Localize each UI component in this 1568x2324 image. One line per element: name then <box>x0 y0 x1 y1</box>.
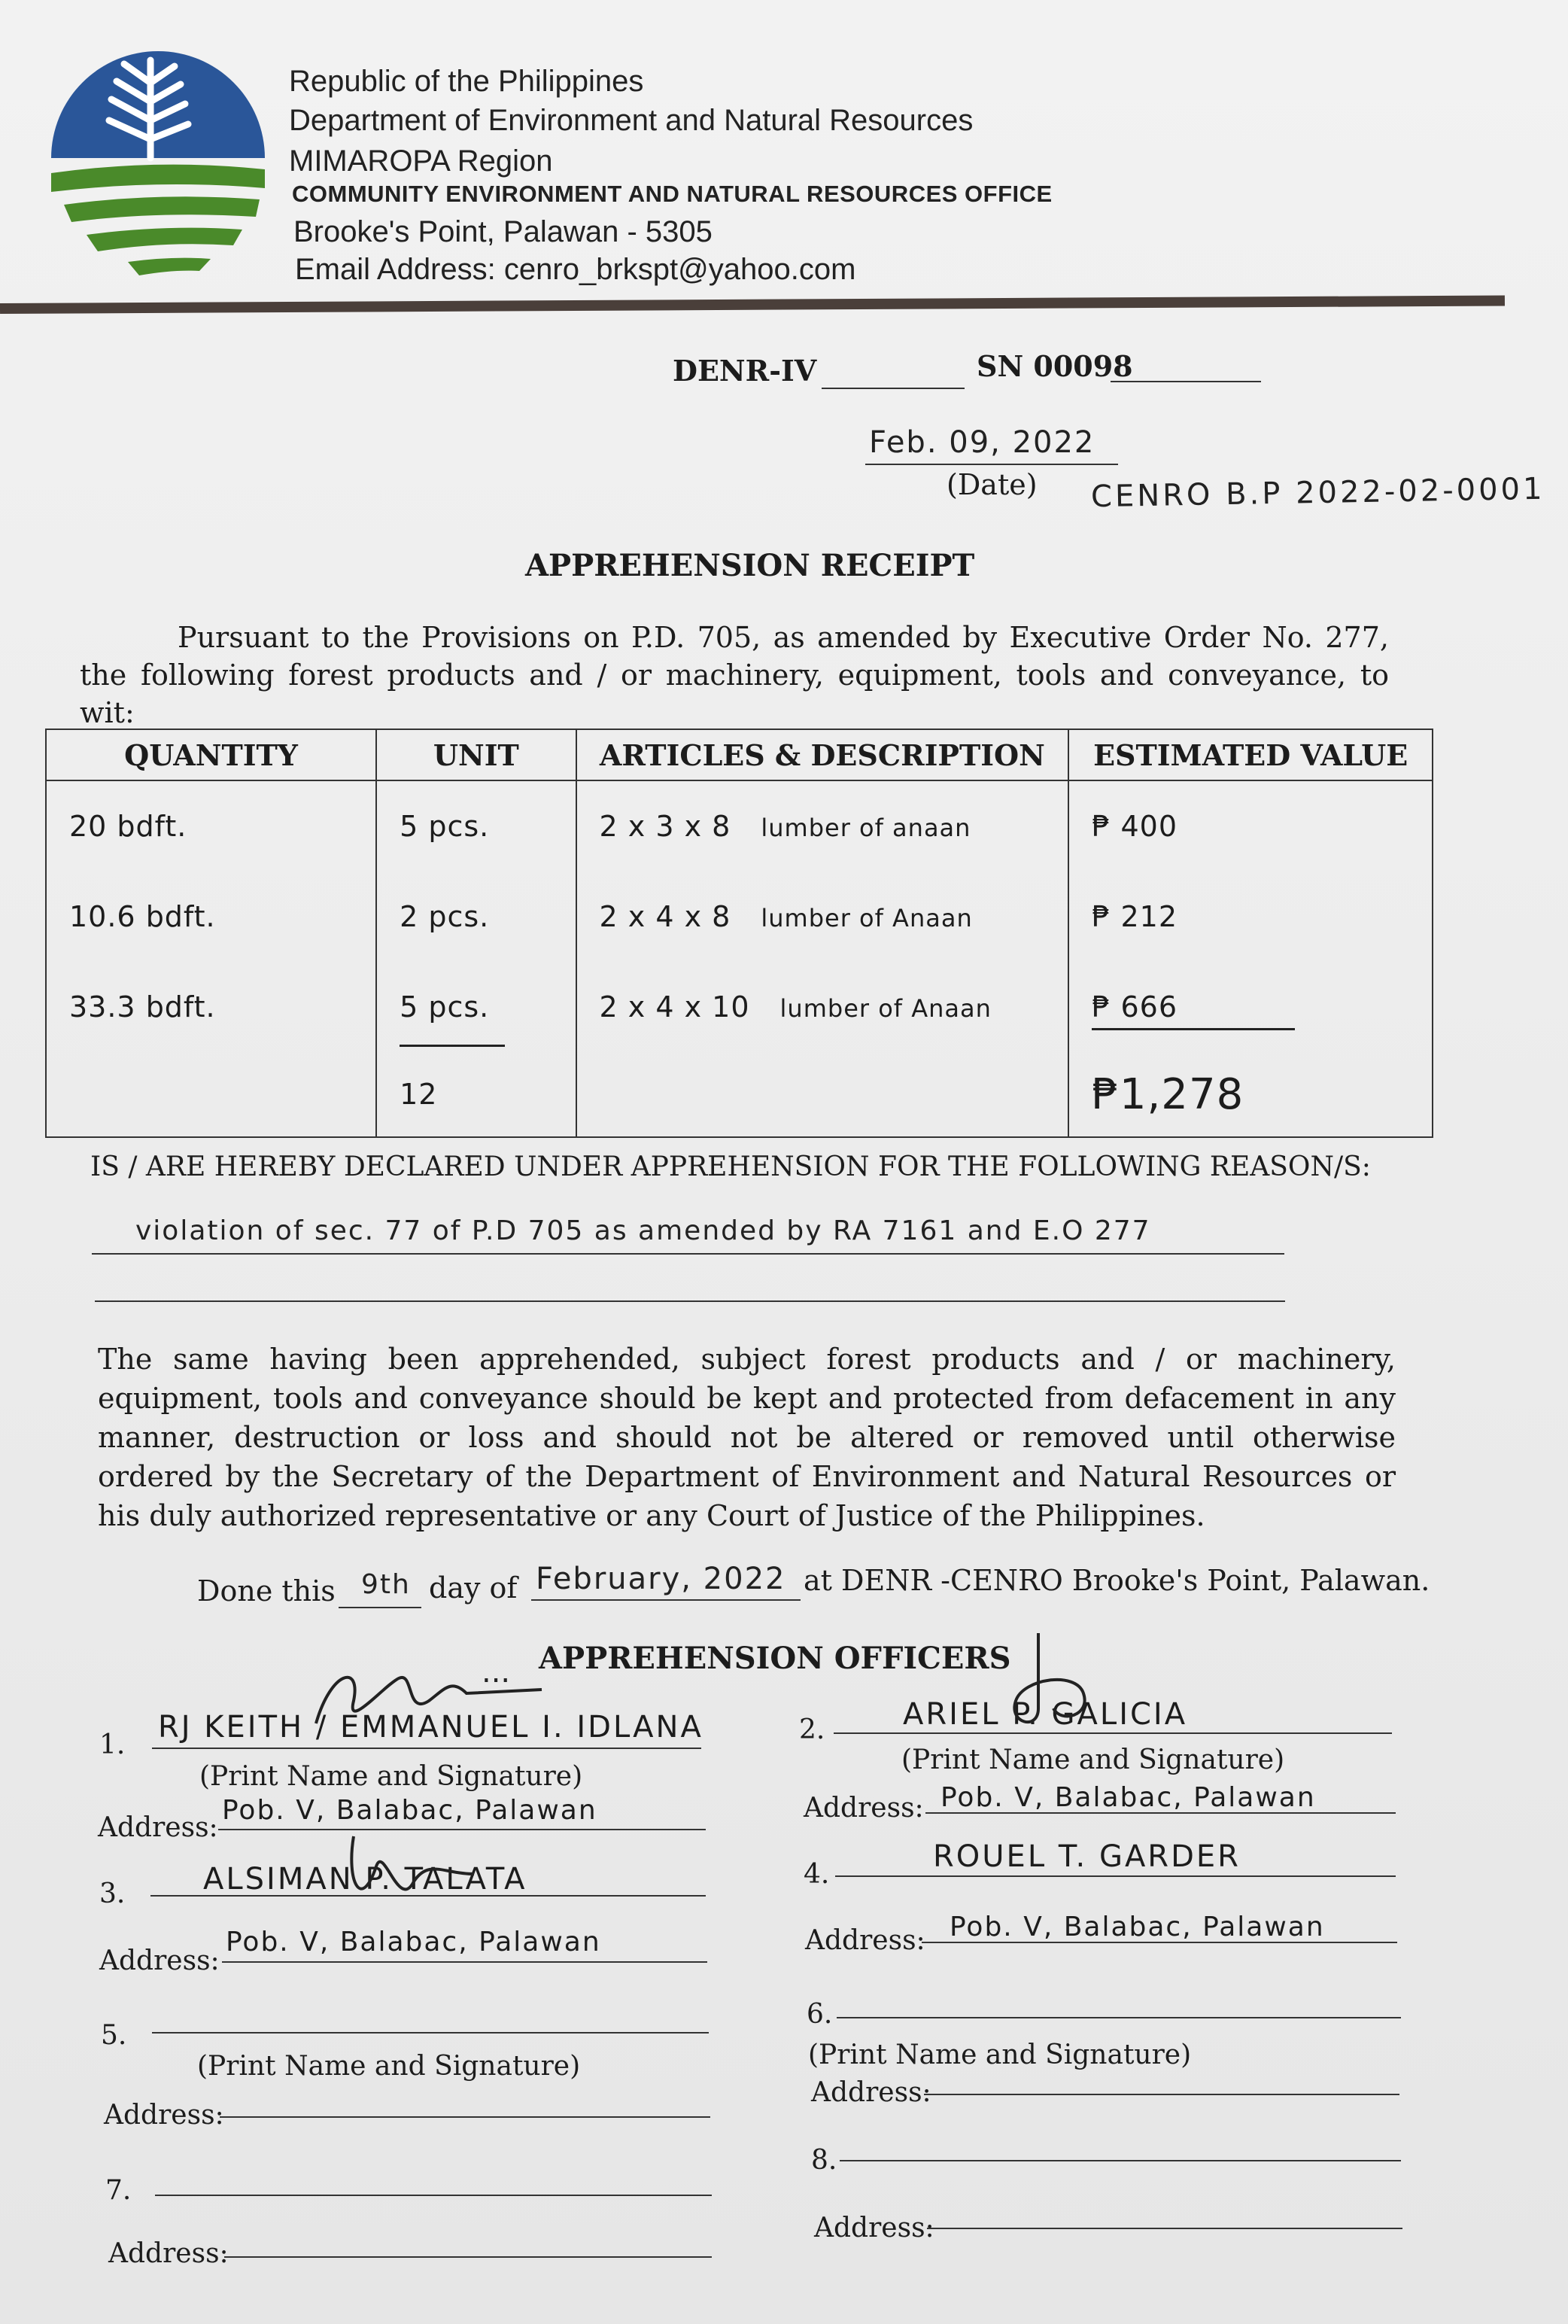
dimensions: 2 x 4 x 8 <box>599 900 731 933</box>
officer-4-address-line <box>922 1942 1397 1943</box>
header-address: Brooke's Point, Palawan - 5305 <box>293 215 713 248</box>
reference-number: CENRO B.P 2022-02-0001 <box>1090 471 1545 515</box>
officer-7-address-line <box>224 2256 712 2258</box>
value-total: ₱1,278 <box>1092 1069 1244 1119</box>
officer-4-number: 4. <box>804 1859 830 1890</box>
officer-6-print-label: (Print Name and Signature) <box>808 2040 1192 2070</box>
serial-number: SN 00098 <box>977 349 1133 383</box>
denr-logo <box>45 38 271 278</box>
header-republic: Republic of the Philippines <box>289 65 644 98</box>
officer-5-number: 5. <box>101 2020 127 2051</box>
done-month-line <box>531 1599 801 1601</box>
done-middle: day of <box>429 1571 518 1605</box>
reason-line-2 <box>95 1300 1285 1302</box>
unit-cell: 2 pcs. <box>376 872 576 962</box>
officer-5-address-line <box>220 2116 710 2118</box>
unit-total-rule <box>400 1045 505 1047</box>
dimensions: 2 x 3 x 8 <box>599 810 731 843</box>
header-articles: ARTICLES & DESCRIPTION <box>576 729 1069 780</box>
officer-1-print-label: (Print Name and Signature) <box>199 1761 583 1792</box>
done-day: 9th <box>361 1569 411 1600</box>
unit-total: 12 <box>400 1078 438 1111</box>
done-prefix: Done this <box>197 1574 336 1608</box>
officer-6-line <box>837 1987 1401 2018</box>
form-title: APPREHENSION RECEIPT <box>525 548 975 583</box>
intro-paragraph: Pursuant to the Provisions on P.D. 705, as amended by Executive Order No. 277, the following forest products and / or machinery, equipment, tools and conveyance, to wit: <box>80 621 1389 729</box>
quantity-cell: 10.6 bdft. <box>46 872 376 962</box>
officer-3-number: 3. <box>99 1878 126 1909</box>
unit-cell: 5 pcs. <box>376 780 576 872</box>
officer-3-address-label: Address: <box>99 1945 220 1976</box>
header-divider <box>0 296 1505 314</box>
done-suffix: at DENR -CENRO Brooke's Point, Palawan. <box>804 1564 1430 1597</box>
officer-8-line <box>840 2130 1401 2161</box>
officer-1-number: 1. <box>99 1729 126 1760</box>
officer-6-number: 6. <box>807 1999 833 2030</box>
officer-1-name: RJ KEITH / EMMANUEL I. IDLANA <box>158 1710 703 1745</box>
officer-4-name: ROUEL T. GARDER <box>933 1839 1241 1874</box>
officer-2-number: 2. <box>799 1714 825 1745</box>
header-department: Department of Environment and Natural Resources <box>289 104 974 137</box>
serial-number-line <box>1111 381 1261 382</box>
denr-code-blank <box>822 388 965 389</box>
reason-text: violation of sec. 77 of P.D 705 as amended by RA 7161 and E.O 277 <box>135 1215 1151 1246</box>
article-name: lumber of Anaan <box>761 904 973 932</box>
officer-2-name: ARIEL P. GALICIA <box>903 1697 1188 1732</box>
table-row <box>46 780 1433 872</box>
value-cell: ₱ 400 <box>1068 780 1433 872</box>
officer-7-number: 7. <box>105 2175 132 2206</box>
value-cell: ₱ 212 <box>1068 872 1433 962</box>
officer-4-address-label: Address: <box>805 1925 925 1956</box>
value-total-rule <box>1092 1028 1295 1030</box>
reason-line-1 <box>92 1253 1284 1255</box>
officer-3-signature <box>331 1821 482 1927</box>
article-name: lumber of Anaan <box>779 994 992 1023</box>
officer-7-line <box>155 2164 712 2196</box>
value-cell: ₱ 666 <box>1068 962 1433 1052</box>
officer-3-address: Pob. V, Balabac, Palawan <box>226 1927 601 1957</box>
header-unit: UNIT <box>376 729 576 780</box>
done-day-line <box>339 1607 421 1608</box>
quantity-cell: 20 bdft. <box>46 780 376 872</box>
header-office: COMMUNITY ENVIRONMENT AND NATURAL RESOURCES OFFICE <box>292 181 1053 207</box>
quantity-cell: 33.3 bdft. <box>46 962 376 1052</box>
description-cell <box>576 962 1069 1052</box>
officer-8-address-label: Address: <box>814 2213 934 2243</box>
officer-5-address-label: Address: <box>104 2100 224 2131</box>
article-name: lumber of anaan <box>761 814 971 842</box>
denr-code-label: DENR-IV <box>673 354 817 388</box>
officer-3-name: ALSIMAN P. TALATA <box>203 1862 527 1897</box>
description-cell <box>576 872 1069 962</box>
unit-cell: 5 pcs. <box>376 962 576 1052</box>
officer-2-address-label: Address: <box>804 1793 924 1824</box>
officer-5-print-label: (Print Name and Signature) <box>197 2051 581 2082</box>
officer-1-signature <box>301 1656 549 1738</box>
officer-5-line <box>152 2002 709 2034</box>
officer-2-address-line <box>925 1812 1396 1814</box>
date-line <box>865 464 1118 465</box>
reason-label: IS / ARE HEREBY DECLARED UNDER APPREHENSION FOR THE FOLLOWING REASON/S: <box>90 1151 1371 1182</box>
table-row <box>46 872 1433 962</box>
officer-2-print-label: (Print Name and Signature) <box>901 1745 1285 1775</box>
officer-4-address: Pob. V, Balabac, Palawan <box>950 1912 1325 1942</box>
notice-paragraph: The same having been apprehended, subject forest products and / or machinery, equipment, tools and conveyance should be kept and protected from defacement in any manner, destruction or loss and should not be altered or removed until otherwise ordered by the Secretary of the Department of Environment and Natural Resources or his duly authorized representative or any Court of Justice of the Philippines. <box>98 1343 1396 1532</box>
header-quantity: QUANTITY <box>46 729 376 780</box>
officers-title: APPREHENSION OFFICERS <box>539 1641 1011 1676</box>
dimensions: 2 x 4 x 10 <box>599 990 750 1024</box>
date-label: (Date) <box>947 468 1038 501</box>
officer-2-signature <box>993 1626 1144 1746</box>
done-month: February, 2022 <box>536 1562 786 1596</box>
date-value: Feb. 09, 2022 <box>869 425 1095 460</box>
officer-2-address: Pob. V, Balabac, Palawan <box>940 1782 1316 1813</box>
table-row <box>46 962 1433 1052</box>
officer-1-address-label: Address: <box>98 1812 218 1843</box>
header-email: Email Address: cenro_brkspt@yahoo.com <box>295 253 856 286</box>
items-table <box>45 729 1433 1138</box>
officer-8-address-line <box>927 2228 1402 2229</box>
table-row-total <box>46 1052 1433 1137</box>
officer-1-address: Pob. V, Balabac, Palawan <box>222 1795 597 1826</box>
officer-8-number: 8. <box>811 2145 837 2176</box>
header-estimated-value: ESTIMATED VALUE <box>1068 729 1433 780</box>
officer-6-address-label: Address: <box>811 2077 931 2108</box>
description-cell <box>576 780 1069 872</box>
svg-text:...: ... <box>482 1656 511 1690</box>
header-region: MIMAROPA Region <box>289 144 553 178</box>
officer-6-address-line <box>924 2094 1399 2095</box>
officer-3-address-line <box>222 1961 707 1963</box>
officer-7-address-label: Address: <box>108 2238 229 2269</box>
